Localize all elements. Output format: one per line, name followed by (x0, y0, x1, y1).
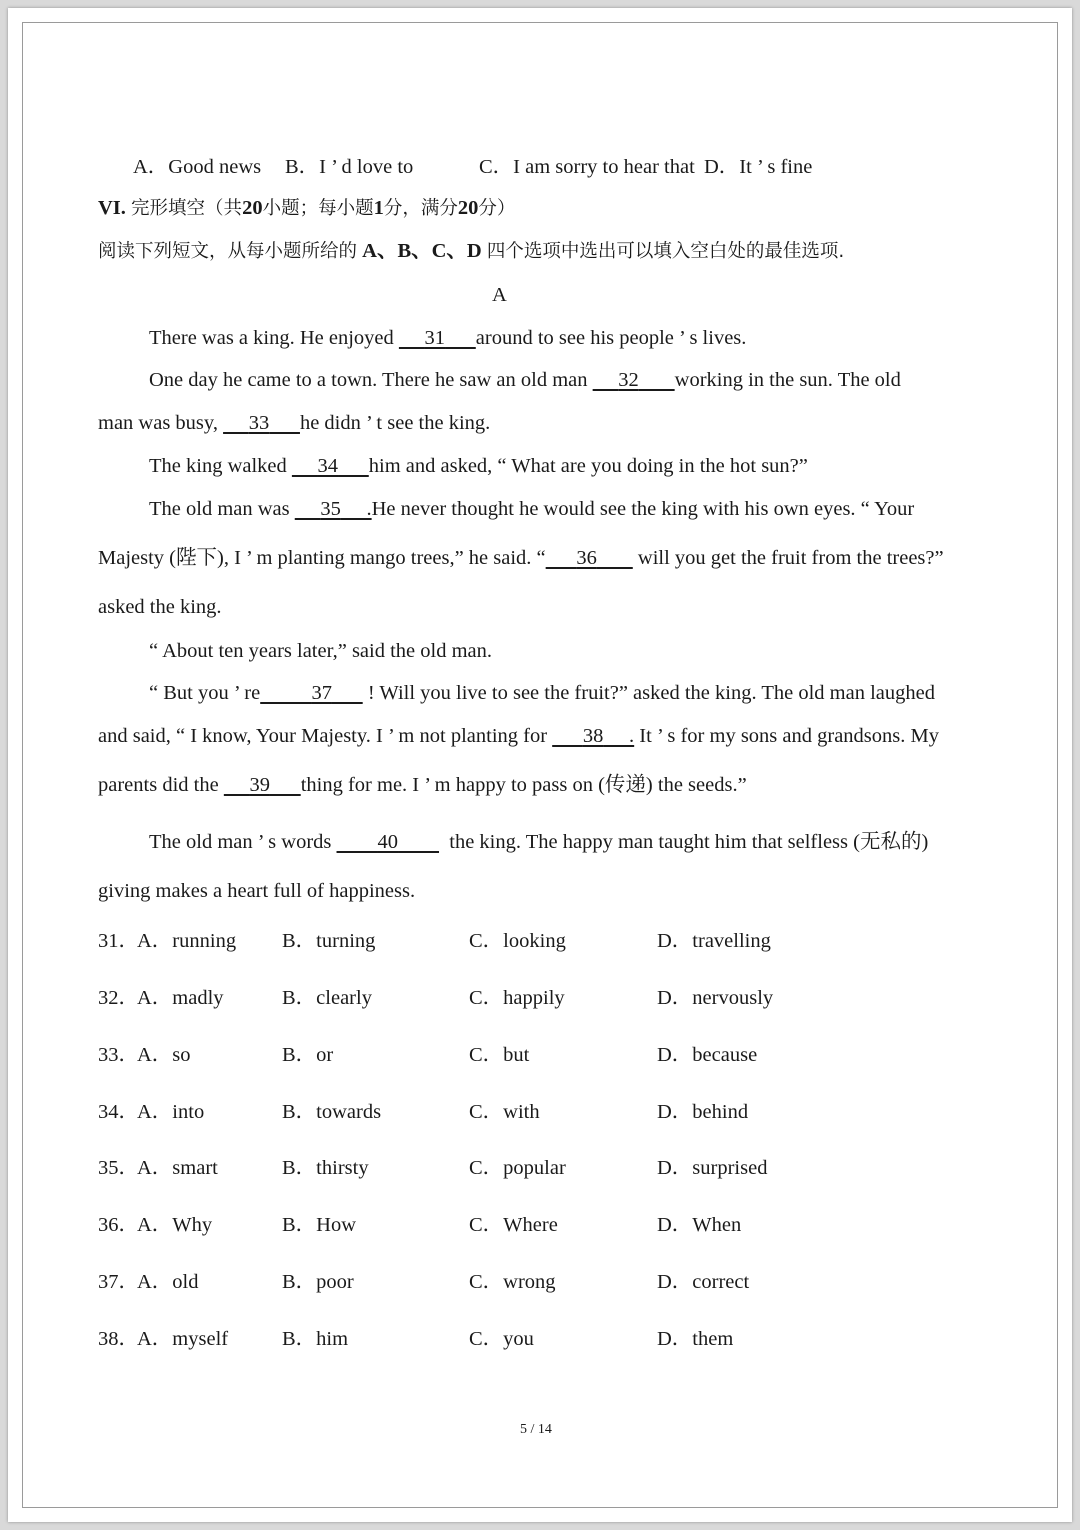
section-full: 20 (457, 197, 479, 219)
passage-text: around to see his people ’ s lives. (475, 327, 747, 349)
option-d: D．travelling (657, 930, 771, 952)
instructions-letters: A、B、C、D (362, 240, 482, 262)
passage-text: One day he came to a town. There he saw an old man (149, 369, 588, 391)
blank-34 (292, 455, 369, 477)
passage-text: the king. The happy man taught him that selfless (无私的) (449, 831, 929, 853)
passage-text: The old man was (149, 498, 290, 520)
passage-line (98, 410, 490, 436)
passage-text: will you get the fruit from the trees?” (637, 547, 944, 569)
instructions-text: 四个选项中选出可以填入空白处的最佳选项. (486, 241, 845, 262)
option-c: C．wrong (469, 1271, 556, 1293)
blank-number: 32 (618, 369, 639, 391)
option-c: C．but (469, 1044, 530, 1066)
option-b: B．clearly (282, 987, 372, 1009)
blank-38: 38 . (582, 725, 635, 747)
passage-line (149, 453, 808, 479)
passage-text: asked the king. (98, 596, 222, 618)
option-b: B．or (282, 1044, 334, 1066)
option-c: C．looking (469, 930, 566, 952)
option-b: B．poor (282, 1271, 354, 1293)
question-number: 37． (98, 1271, 139, 1293)
option-d: D．because (657, 1044, 758, 1066)
question-number: 33． (98, 1044, 139, 1066)
passage-text: him and asked, “ What are you doing in the hot sun?” (368, 455, 808, 477)
passage-text: parents did the (98, 774, 219, 796)
section-number: VI. (98, 197, 126, 219)
passage-text: There was a king. He enjoyed (149, 327, 394, 349)
option-d: D．behind (657, 1101, 749, 1123)
option-b: B．him (282, 1328, 349, 1350)
passage-text: “ But you ’ re (149, 682, 261, 704)
option-d: D．nervously (657, 987, 774, 1009)
passage-text: “ About ten years later,” said the old man. (149, 640, 493, 662)
blank-number: 40 (377, 831, 399, 853)
passage-text: working in the sun. The old (674, 369, 901, 391)
blank-37 (260, 682, 363, 704)
option-d: D．When (657, 1214, 742, 1236)
blank-number: 31 (424, 327, 446, 349)
blank-number: 35 (320, 498, 341, 520)
blank-33 (223, 412, 300, 434)
passage-line (98, 545, 944, 571)
section-heading (98, 195, 515, 222)
question-number: 35． (98, 1157, 139, 1179)
option-c: C．Where (469, 1214, 558, 1236)
blank-number: 39 (249, 774, 270, 796)
blank-number: 38 (582, 725, 604, 747)
instructions-text: 阅读下列短文，从每小题所给的 (98, 241, 358, 262)
section-total: 20 (242, 197, 263, 219)
passage-text: ! Will you live to see the fruit?” asked the king. The old man laughed (367, 682, 935, 704)
passage-line (149, 638, 492, 664)
passage-text: giving makes a heart full of happiness. (98, 880, 416, 902)
section-title-text: 分） (478, 198, 516, 219)
passage-text: man was busy, (98, 412, 218, 434)
passage-line (98, 594, 222, 620)
question-number: 31． (98, 930, 139, 952)
option-a: A．myself (137, 1328, 229, 1350)
passage-line (149, 367, 901, 393)
passage-label: A (492, 284, 507, 306)
option-c: C．popular (469, 1157, 566, 1179)
option-a: A．smart (137, 1157, 218, 1179)
blank-number: 37 (311, 682, 332, 704)
option-c: C．happily (469, 987, 565, 1009)
blank-40 (337, 831, 440, 853)
blank-32 (593, 369, 675, 391)
blank-36 (546, 547, 633, 569)
option-b: B．towards (282, 1101, 382, 1123)
blank-number: 34 (317, 455, 339, 477)
passage-text: It ’ s for my sons and grandsons. My (639, 725, 939, 747)
option-d: D．surprised (657, 1157, 768, 1179)
passage-line (98, 723, 939, 749)
prev-option-d: D．It ’ s fine (704, 156, 813, 178)
passage-text: He never thought he would see the king with his own eyes. “ Your (371, 498, 915, 520)
passage-text: The old man ’ s words (149, 831, 332, 853)
option-b: B．turning (282, 930, 376, 952)
option-c: C．you (469, 1328, 534, 1350)
option-b: B．thirsty (282, 1157, 369, 1179)
passage-line (98, 772, 747, 798)
section-title-text: 完形填空（共 (131, 198, 243, 219)
prev-option-c: C．I am sorry to hear that (479, 156, 695, 178)
passage-text: and said, “ I know, Your Majesty. I ’ m not planting for (98, 725, 548, 747)
option-a: A．old (137, 1271, 199, 1293)
blank-39 (224, 774, 301, 796)
option-a: A．into (137, 1101, 205, 1123)
question-number: 32． (98, 987, 139, 1009)
option-a: A．running (137, 930, 237, 952)
section-each: 1 (373, 197, 384, 219)
page-number: 5 / 14 (520, 1422, 552, 1437)
option-c: C．with (469, 1101, 540, 1123)
option-a: A．madly (137, 987, 224, 1009)
option-d: D．correct (657, 1271, 750, 1293)
blank-number: 36 (576, 547, 597, 569)
passage-line (149, 496, 914, 522)
passage-line (149, 829, 928, 855)
passage-line (149, 680, 935, 706)
prev-option-a: A．Good news (133, 156, 262, 178)
blank-35: 35 . (320, 498, 372, 520)
section-instructions (98, 238, 844, 265)
question-number: 36． (98, 1214, 139, 1236)
document-page (8, 8, 1072, 1522)
passage-line (149, 325, 746, 351)
option-b: B．How (282, 1214, 357, 1236)
passage-text: he didn ’ t see the king. (299, 412, 491, 434)
passage-text: The king walked (149, 455, 287, 477)
question-number: 34． (98, 1101, 139, 1123)
section-title-text: 小题；每小题 (262, 198, 374, 219)
question-number: 38． (98, 1328, 139, 1350)
prev-option-b: B．I ’ d love to (285, 156, 414, 178)
blank-31 (399, 327, 476, 349)
passage-text: Majesty (陛下), I ’ m planting mango trees,” he said. “ (98, 547, 546, 569)
option-a: A．Why (137, 1214, 213, 1236)
option-a: A．so (137, 1044, 191, 1066)
section-title-text: 分，满分 (383, 198, 458, 219)
passage-line (98, 878, 415, 904)
option-d: D．them (657, 1328, 734, 1350)
blank-number: 33 (248, 412, 270, 434)
passage-text: thing for me. I ’ m happy to pass on (传递) the seeds.” (300, 774, 747, 796)
